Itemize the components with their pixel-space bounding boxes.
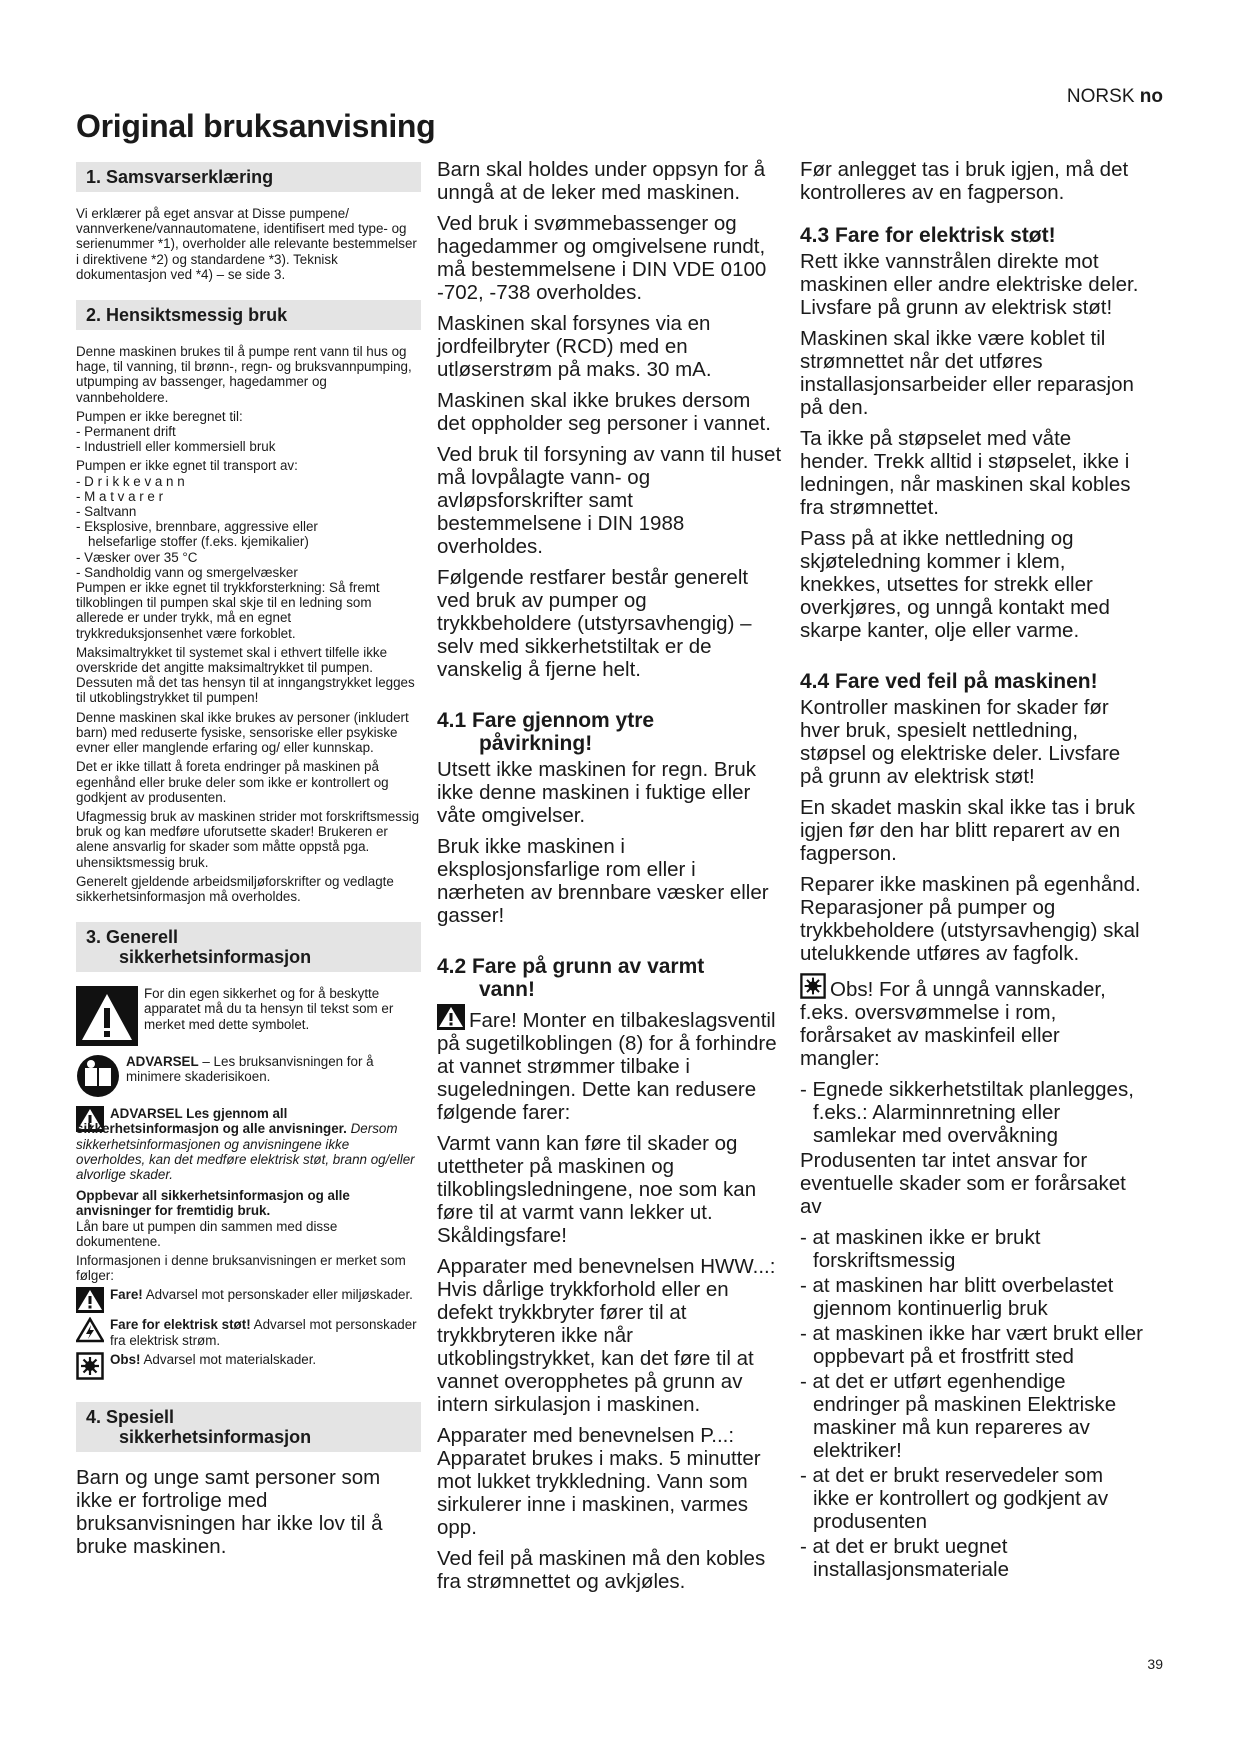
- not-suitable-item: - Eksplosive, brennbare, aggressive eller: [76, 519, 318, 535]
- section-2-para-9: Generelt gjeldende arbeidsmiljøforskrifter og vedlagte sikkerhetsinformasjon må overholdes.: [76, 873, 394, 904]
- col3-para-8: Reparer ikke maskinen på egenhånd. Reparasjoner på pumper og trykkbeholdere (utstyrsavhengig) skal utelukkende utføres av fagfolk.: [800, 873, 1141, 965]
- list-item: - at maskinen ikke har vært brukt eller oppbevart på et frostfritt sted: [800, 1322, 1143, 1368]
- section-2-para-6: Denne maskinen skal ikke brukes av personer (inkludert barn) med reduserte fysiske, sensoriske eller psykiske evner eller manglende erfaring og/ eller kunnskap.: [76, 709, 409, 756]
- col2-para-5: Ved bruk til forsyning av vann til huset må lovpålagte vann- og avløpsforskrifter samt bestemmelsene i DIN 1988 overholdes.: [437, 443, 782, 558]
- electric-shock-icon: [76, 1317, 104, 1343]
- section-2-not-intended-head: Pumpen er ikke beregnet til:: [76, 408, 243, 424]
- electric-rest: Advarsel mot personskader fra elektrisk strøm.: [110, 1317, 417, 1348]
- attention-legend-text: [110, 1352, 316, 1367]
- electric-label: Fare for elektrisk støt!: [110, 1317, 251, 1333]
- col3-para-4: Ta ikke på støpselet med våte hender. Trekk alltid i støpselet, ikke i ledningen, når maskinen skal kobles fra strømnettet.: [800, 427, 1131, 519]
- not-suitable-item: - Sandholdig vann og smergelvæsker: [76, 564, 298, 580]
- col3-para-9: [800, 973, 1145, 1070]
- not-suitable-item: - D r i k k e v a n n: [76, 473, 185, 489]
- section-4-heading-line-1: 4. Spesiell: [86, 1406, 175, 1427]
- not-suitable-item: - Saltvann: [76, 504, 137, 520]
- attention-icon: [76, 1352, 104, 1380]
- language-word: NORSK: [1066, 86, 1135, 107]
- section-3-heading: [76, 922, 421, 972]
- heading-4-1-line-2: påvirkning!: [479, 732, 593, 755]
- danger-label: Fare!: [110, 1287, 143, 1303]
- col2-para-10: Varmt vann kan føre til skader og utettheter på maskinen og tilkoblingsledningene, noe som kan føre til at varmt vann lekker ut. Skåldingsfare!: [437, 1132, 757, 1247]
- heading-4-1-line-1: 4.1 Fare gjennom ytre: [437, 709, 655, 732]
- col2-para-13: Ved feil på maskinen må den kobles fra strømnettet og avkjøles.: [437, 1547, 766, 1593]
- section-2-para-7: Det er ikke tillatt å foreta endringer på maskinen på egenhånd eller bruke deler som ikke er kontrollert og godkjent av produsenten.: [76, 759, 389, 805]
- list-item: - Egnede sikkerhetstiltak planlegges, f.eks.: Alarminnretning eller samlekar med overvåkning: [800, 1078, 1134, 1147]
- page-number: 39: [1147, 1656, 1163, 1672]
- warning-triangle-large-icon: [76, 986, 138, 1046]
- read-manual-icon: [76, 1054, 120, 1098]
- safety-symbol-row: [76, 986, 421, 1046]
- heading-4-3: 4.3 Fare for elektrisk støt!: [800, 224, 1056, 247]
- col2-para-8: Bruk ikke maskinen i eksplosjonsfarlige rom eller i nærheten av brennbare væsker eller gasser!: [437, 835, 769, 927]
- section-2-para-8: Ufagmessig bruk av maskinen strider mot forskriftsmessig bruk og kan medføre uforutsette skader! Brukeren er alene ansvarlig for skader som måtte oppstå pga. uhensiktsmessig bruk.: [76, 808, 420, 870]
- section-2-para-4: Pumpen er ikke egnet til trykkforsterkning: Så fremt tilkoblingen til pumpen skal skje til en ledning som allerede er under trykk, må en egnet trykkreduksjonsenhet være forkoblet.: [76, 580, 380, 641]
- read-all-warnings-text: [76, 1106, 421, 1182]
- section-4-heading-line-2: sikkerhetsinformasjon: [119, 1426, 312, 1447]
- col2-para-9-text: Fare! Monter en tilbakeslagsventil på sugetilkoblingen (8) for å forhindre at vannet strømmer tilbake i sugeledningen. Dette kan redusere følgende farer:: [437, 1009, 777, 1124]
- heading-4-2: [437, 955, 782, 1001]
- col2-para-1: Barn skal holdes under oppsyn for å unngå at de leker med maskinen.: [437, 158, 766, 204]
- read-manual-rest: – Les bruksanvisningen for å minimere skaderisikoen.: [126, 1054, 374, 1085]
- electric-legend-text: [110, 1317, 421, 1347]
- section-4-para-1: Barn og unge samt personer som ikke er fortrolige med bruksanvisningen har ikke lov til å bruke maskinen.: [76, 1465, 383, 1558]
- danger-rest: Advarsel mot personskader eller miljøskader.: [142, 1287, 413, 1303]
- read-all-warnings-italic: Dersom sikkerhetsinformasjonen og anvisningene ikke overholdes, kan det medføre elektrisk støt, brann og/eller alvorlige skader.: [76, 1121, 415, 1182]
- read-all-warnings-row: [76, 1106, 421, 1182]
- language-marker: [1067, 86, 1163, 108]
- list-item: - at maskinen har blitt overbelastet gjennom kontinuerlig bruk: [800, 1274, 1114, 1320]
- attention-legend-row: [76, 1352, 421, 1380]
- keep-instructions-rest: Lån bare ut pumpen din sammen med disse dokumentene.: [76, 1218, 338, 1249]
- col2-para-7: Utsett ikke maskinen for regn. Bruk ikke denne maskinen i fuktige eller våte omgivelser.: [437, 758, 757, 827]
- not-suitable-item: - M a t v a r e r: [76, 488, 164, 504]
- col3-para-3: Maskinen skal ikke være koblet til strømnettet når det utføres installasjonsarbeider eller reparasjon på den.: [800, 327, 1134, 419]
- col3-para-7: En skadet maskin skal ikke tas i bruk igjen før den har blitt reparert av en fagperson.: [800, 796, 1135, 865]
- warning-triangle-icon: [437, 1004, 465, 1030]
- list-item: - at det er brukt uegnet installasjonsmateriale: [800, 1535, 1009, 1581]
- not-intended-item: - Industriell eller kommersiell bruk: [76, 439, 276, 455]
- attention-rest: Advarsel mot materialskader.: [140, 1351, 317, 1367]
- section-3-heading-line-1: 3. Generell: [86, 927, 179, 948]
- section-2-heading: 2. Hensiktsmessig bruk: [76, 300, 421, 330]
- warning-triangle-icon: [76, 1287, 104, 1313]
- col3-para-6: Kontroller maskinen for skader før hver bruk, spesielt nettledning, støpsel og elektriske deler. Livsfare på grunn av elektrisk støt!: [800, 696, 1121, 788]
- heading-4-1: [437, 709, 782, 755]
- section-4-heading: [76, 1402, 421, 1452]
- not-suitable-item: helsefarlige stoffer (f.eks. kjemikalier): [88, 534, 309, 550]
- col2-para-9: [437, 1004, 782, 1124]
- keep-instructions-bold: Oppbevar all sikkerhetsinformasjon og alle anvisninger for fremtidig bruk.: [76, 1188, 350, 1219]
- col2-para-2: Ved bruk i svømmebassenger og hagedammer og omgivelsene rundt, må bestemmelsene i DIN VDE 0100 -702, -738 overholdes.: [437, 212, 767, 304]
- not-intended-item: - Permanent drift: [76, 424, 176, 440]
- attention-icon: [800, 973, 826, 999]
- section-1-text: Vi erklærer på eget ansvar at Disse pumpene/ vannverkene/vannautomatene, identifisert med type- og serienummer *1), overholder alle relevante bestemmelser i direktivene *2) og standardene *3). Teknisk dokumentasjon ved *4) – se side 3.: [76, 206, 417, 282]
- heading-4-2-line-1: 4.2 Fare på grunn av varmt: [437, 955, 705, 978]
- heading-4-2-line-2: vann!: [479, 978, 536, 1001]
- heading-4-4: 4.4 Fare ved feil på maskinen!: [800, 670, 1098, 693]
- read-manual-row: [76, 1054, 421, 1098]
- col2-para-11: Apparater med benevnelsen HWW...: Hvis dårlige trykkforhold eller en defekt trykkbryter fører til at trykkbryteren ikke når utkoblingstrykket, kan det føre til at vannet overopphetes på grunn av intern sirkulasjon i maskinen.: [437, 1255, 776, 1416]
- marking-intro-text: Informasjonen i denne bruksanvisningen er merket som følger:: [76, 1252, 406, 1284]
- column-middle: [437, 158, 782, 1601]
- section-2-not-suitable-head: Pumpen er ikke egnet til transport av:: [76, 458, 298, 474]
- page-title: Original bruksanvisning: [76, 108, 436, 144]
- col2-para-12: Apparater med benevnelsen P...: Apparatet brukes i maks. 5 minutter mot lukket trykkledning. Vann som sirkulerer inne i maskinen, varmes opp.: [437, 1424, 761, 1539]
- col2-para-6: Følgende restfarer består generelt ved bruk av pumper og trykkbeholdere (utstyrsavhengig) – selv med sikkerhetstiltak er de vanskelig å fjerne helt.: [437, 566, 752, 681]
- list-item: - at det er utført egenhendige endringer på maskinen Elektriske maskiner må kun repareres av elektriker!: [800, 1370, 1117, 1462]
- section-2-para-1: Denne maskinen brukes til å pumpe rent vann til hus og hage, til vanning, til brønn-, regn- og bruksvannpumping, utpumping av bassenger, hagedammer og vannbeholdere.: [76, 344, 412, 405]
- col3-para-5: Pass på at ikke nettledning og skjøteledning kommer i klem, knekkes, utsettes for strekk eller overkjøres, og unngå kontakt med skarpe kanter, olje eller varme.: [800, 527, 1110, 642]
- col3-para-1: Før anlegget tas i bruk igjen, må det kontrolleres av en fagperson.: [800, 158, 1129, 204]
- column-left: [76, 162, 421, 1566]
- danger-legend-text: [110, 1287, 413, 1302]
- list-item: - at maskinen ikke er brukt forskriftsmessig: [800, 1226, 1041, 1272]
- section-3-heading-line-2: sikkerhetsinformasjon: [119, 947, 312, 968]
- col3-para-10: Produsenten tar intet ansvar for eventuelle skader som er forårsaket av: [800, 1149, 1126, 1218]
- electric-legend-row: [76, 1317, 421, 1347]
- column-right: [800, 158, 1145, 1583]
- warning-label: ADVARSEL: [126, 1054, 199, 1070]
- read-manual-text: [126, 1054, 421, 1084]
- not-suitable-item: - Væsker over 35 °C: [76, 549, 198, 565]
- danger-legend-row: [76, 1287, 421, 1313]
- attention-label: Obs!: [110, 1351, 141, 1367]
- safety-symbol-text: For din egen sikkerhet og for å beskytte apparatet må du ta hensyn til tekst som er merket med dette symbolet.: [144, 986, 394, 1032]
- read-all-warnings-bold: ADVARSEL Les gjennom all sikkerhetsinformasjon og alle anvisninger.: [76, 1106, 347, 1137]
- col3-para-2: Rett ikke vannstrålen direkte mot maskinen eller andre elektriske deler. Livsfare på grunn av elektrisk støt!: [800, 250, 1139, 319]
- col2-para-4: Maskinen skal ikke brukes dersom det oppholder seg personer i vannet.: [437, 389, 771, 435]
- section-2-para-5: Maksimaltrykket til systemet skal i ethvert tilfelle ikke overskride det angitte maksimaltrykket til pumpen. Dessuten må det tas hensyn til at inngangstrykket legges til utkoblingstrykket til pumpen!: [76, 644, 415, 706]
- language-code: no: [1139, 86, 1163, 107]
- col3-para-9-text: Obs! For å unngå vannskader, f.eks. oversvømmelse i rom, forårsaket av maskinfeil eller mangler:: [800, 978, 1106, 1070]
- col2-para-3: Maskinen skal forsynes via en jordfeilbryter (RCD) med en utløserstrøm på maks. 30 mA.: [437, 312, 712, 381]
- section-1-heading: 1. Samsvarserklæring: [76, 162, 421, 192]
- keep-instructions-text: [76, 1188, 421, 1249]
- list-item: - at det er brukt reservedeler som ikke er kontrollert og godkjent av produsenten: [800, 1464, 1109, 1533]
